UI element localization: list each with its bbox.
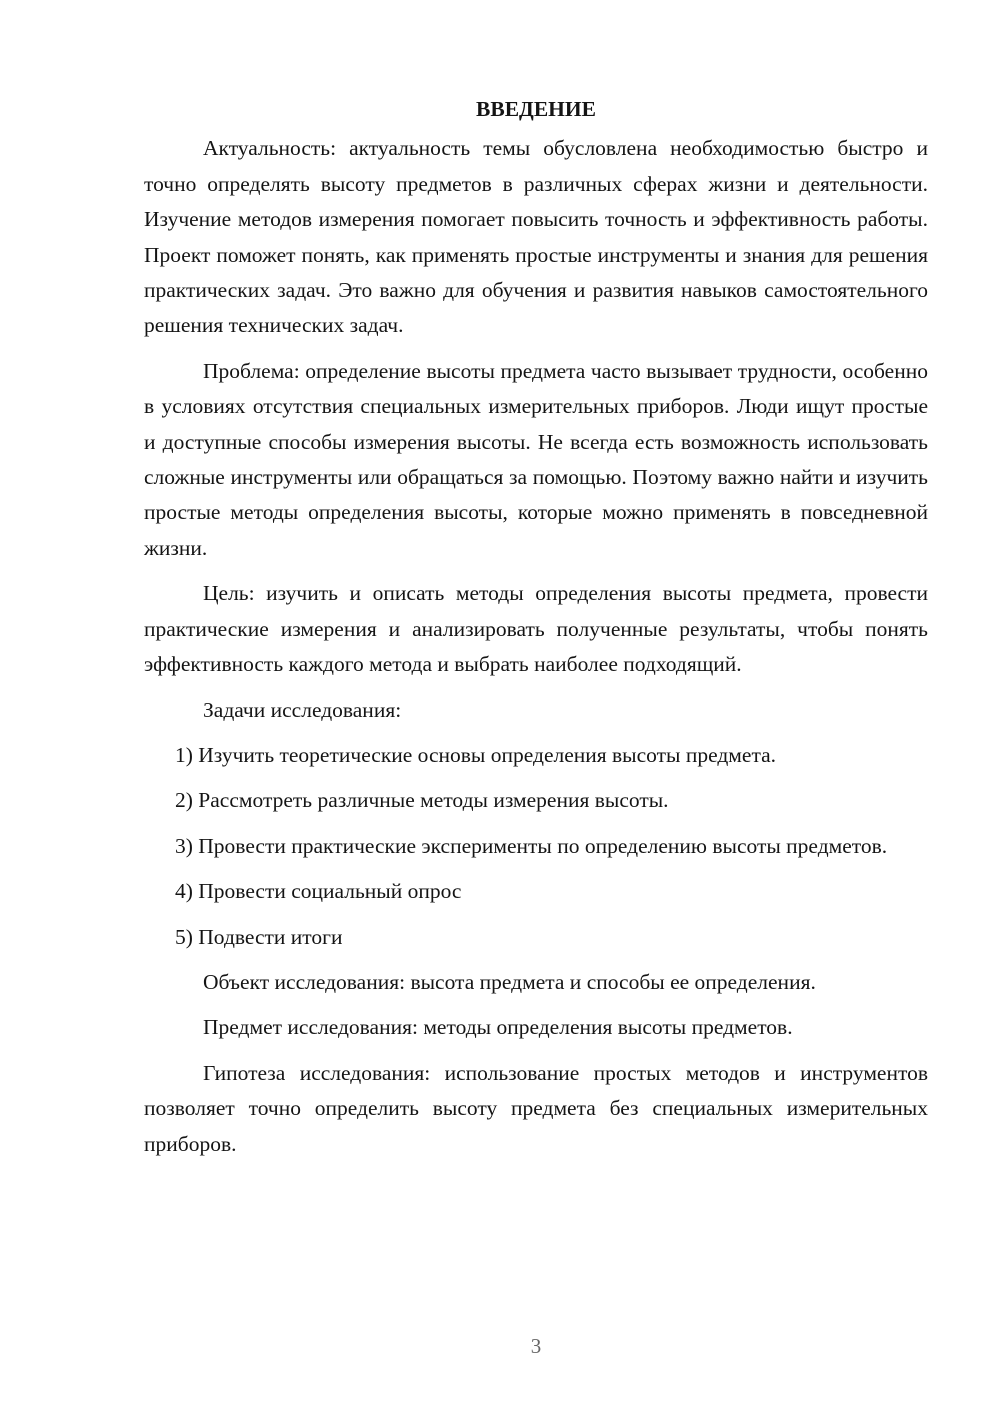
paragraph-relevance: Актуальность: актуальность темы обусловлена необходимостью быстро и точно определять высоту предметов в различных сферах жизни и деятельности. Изучение методов измерения помогает повысить точность и эффективность работы. Проект поможет понять, как применять простые инструменты и знания для решения практических задач. Это важно для обучения и развития навыков самостоятельного решения технических задач. (144, 136, 928, 338)
paragraph-hypothesis: Гипотеза исследования: использование простых методов и инструментов позволяет точно определить высоту предмета без специальных измерительных приборов. (144, 1060, 928, 1156)
paragraph-subject: Предмет исследования: методы определения высоты предметов. (203, 1015, 793, 1040)
task-item-4: 4) Провести социальный опрос (175, 879, 462, 904)
paragraph-goal: Цель: изучить и описать методы определения высоты предмета, провести практические измерения и анализировать полученные результаты, чтобы понять эффективность каждого метода и выбрать наиболее подходящий. (144, 581, 928, 677)
paragraph-problem: Проблема: определение высоты предмета часто вызывает трудности, особенно в условиях отсутствия специальных измерительных приборов. Люди ищут простые и доступные способы измерения высоты. Не всегда есть возможность использовать сложные инструменты или обращаться за помощью. Поэтому важно найти и изучить простые методы определения высоты, которые можно применять в повседневной жизни. (144, 358, 928, 560)
task-item-2: 2) Рассмотреть различные методы измерения высоты. (175, 788, 669, 813)
page-number: 3 (530, 1334, 542, 1358)
task-item-5: 5) Подвести итоги (175, 924, 343, 949)
page-content (144, 92, 928, 1162)
paragraph-object: Объект исследования: высота предмета и способы ее определения. (203, 969, 816, 994)
task-item-1: 1) Изучить теоретические основы определения высоты предмета. (175, 742, 777, 767)
tasks-heading: Задачи исследования: (203, 697, 402, 722)
task-item-3: 3) Провести практические эксперименты по определению высоты предметов. (175, 833, 888, 858)
page-title: ВВЕДЕНИЕ (476, 97, 596, 121)
